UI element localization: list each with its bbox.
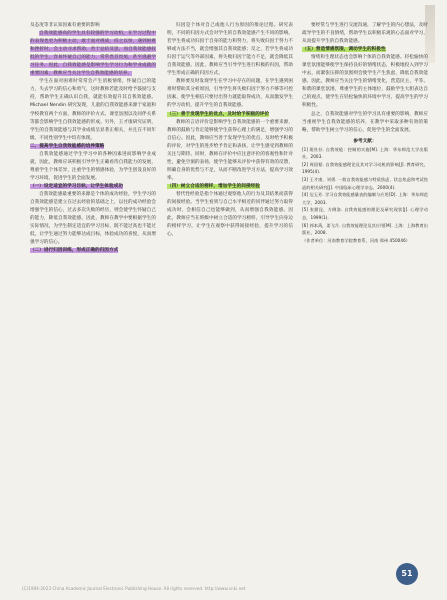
highlighted-text: （二）进行归因训练，形成正确的归因方式 <box>30 248 119 254</box>
highlighted-text: 二、提高学生自我效能感的培养策略 <box>30 143 105 149</box>
paragraph: 情绪和生理状态也会影响个体的自我效能感。轻松愉快的课堂氛围能够使学生保持良好的情绪状态，积极地投入到学习中去，而紧张压抑的氛围则会使学生产生焦虑，降低自我效能感。因此，教师应当关注学生的情绪变化，营造民主、平等、和谐的课堂氛围，尊重学生的主体地位，鼓励学生大胆表达自己的观点，使学生在轻松愉快的环境中学习，提高学生的学习积极性。 <box>302 55 428 109</box>
highlighted-text: （四）树立合适的榜样，增加学生的间接经验 <box>167 183 260 189</box>
reference-item: [6] 郭本禹，姜飞月. 自我效能理论及其应用[M]. 上海：上海教育出版社，2008. <box>302 222 428 236</box>
paragraph: 总之，自我效能感对学生的学习具有重要的影响，教师应当重视学生自我效能感的培养，在教学中采取多种有效的策略，帮助学生树立学习的信心，促进学生的全面发展。 <box>302 111 428 133</box>
section-heading <box>30 143 156 151</box>
reference-item: [1] 班杜拉. 自我效能：控制的实施[M]. 上海：华东师范大学出版社，2003. <box>302 146 428 160</box>
paragraph: 教师要及时发现学生在学习中存在的问题，在学生遇到困难时帮助其分析原因，引导学生将失败归因于努力不够等可控因素，使学生相信只要付出努力就能取得成功，从而激发学生的学习动机，提升学生的自我效能感。 <box>167 79 293 109</box>
paragraph: 自我效能感通过学生学习中的各种因素进而影响学业成就，因此，教师应该积极引导学生正确看待自我能力的发展，尊重学生个体差异，注重学生的情感体验，为学生创设良好的学习环境，促进学生的全面发展。 <box>30 151 156 181</box>
text-column-left <box>30 22 156 255</box>
highlighted-text: （一）设定适宜的学习目标，让学生体验成功 <box>30 183 123 189</box>
section-heading <box>30 183 156 191</box>
paragraph: 自我效能感最重要的来源是个体的成功经验，学生学习的自我效能感是建立在过去经验的基础之上，以往的成功经验会增强学生的信心，过去多次失败的经历，则会使学生怀疑自己的能力，降低自我效能感。因此，教师在教学中要根据学生的实际情况，为学生制定适宜的学习目标，既不能过高也不能过低，让学生通过努力能够达成目标，体验成功的喜悦，从而增强学习的信心。 <box>30 191 156 246</box>
section-heading <box>302 46 428 54</box>
paragraph <box>30 30 156 78</box>
paragraph: 教师的言语评价是影响学生自我效能感的一个重要来源，教师的鼓励与肯定能够使学生获得心理上的满足，增强学习的自信心。因此，教师应当善于发现学生的优点，及时给予积极的评价，对学生的进步给予肯定和表扬，让学生感受到教师的关注与期待。同时，教师在评价中应注意评价的客观性和针对性，避免空洞的表扬，使学生能够从评价中获得有效的反馈，明确自身的优势与不足，从而不断改进学习方法，提高学习效率。 <box>167 119 293 181</box>
paragraph: 学生在面对困难时常常会产生消极情绪，怀疑自己的能力，失去学习的信心和勇气，这时教师若能及时给予鼓励与支持，帮助学生正确认识自我，就能有效提升其自我效能感。Michael Nendin 研究发现，儿童的自我效能感来源于家庭和学校教育两个方面，教师的评价方式、课堂氛围以及同伴关系等都会影响学生自我效能感的形成。另外，王才康研究证明，学生的自我效能感与其学业成绩呈显著正相关，并且在不同年级、不同性别学生中均有体现。 <box>30 79 156 141</box>
reference-item: [4] 边玉芳. 学习自我效能感量表的编制与应用[D]. 上海：华东师范大学，2003. <box>302 192 428 205</box>
copyright-footer: (C)1994-2023 China Academic Journal Electronic Publishing House. All rights reserved. http://www.cnki.net <box>22 586 246 591</box>
paragraph: 归因是个体对自己或他人行为原因的推论过程。研究表明，不同的归因方式会对学生的自我效能感产生不同的影响。若学生将成功归因于自身的能力和努力，将失败归因于努力不够或方法不当，就会增强其自我效能感；反之，若学生将成功归因于运气等外部因素，将失败归因于能力不足，就会降低其自我效能感。因此，教师应当引导学生进行积极的归因，帮助学生形成正确的归因方式。 <box>167 23 293 77</box>
reference-item: （作者单位：河南教育学院教育系，河南 郑州 450046） <box>302 237 411 243</box>
section-heading <box>167 183 293 191</box>
reference-item: [5] 张鼎昆，方俐洛. 自我效能感的理论及研究现状[J]. 心理学动态，1999(1). <box>302 207 428 221</box>
paragraph: 及态度等非认知因素有重要的影响 <box>30 23 100 28</box>
highlighted-text: （三）善于发现学生的优点，及时给予积极的评价 <box>167 111 270 117</box>
highlighted-text: （五）营造情感氛围，调动学生的积极性 <box>302 47 386 53</box>
paragraph: 替代性经验是指个体通过观察他人的行为及其结果而获得的间接经验。当学生看到与自己水平相近的同伴通过努力取得成功时，会相信自己也能够做到，从而增强自我效能感。因此，教师应当在班级中树立合适的学习榜样，引导学生向身边的榜样学习，让学生在观察中获得间接经验，提升学习的信心。 <box>167 191 293 238</box>
section-heading <box>167 111 293 119</box>
text-column-right <box>302 22 428 244</box>
page-number: 51 <box>396 563 418 585</box>
section-heading <box>30 247 156 255</box>
paragraph: 要经常与学生进行交流沟通，了解学生的内心想法，及时疏导学生的不良情绪，帮助学生以积极乐观的心态面对学习，从而提升学生的自我效能感。 <box>302 23 428 45</box>
references-title: 参考文献： <box>353 138 377 144</box>
reference-item: [3] 王才康，刘勇. 一般自我效能感与特质焦虑、状态焦虑和考试焦虑的相关研究[J]. 中国临床心理学杂志，2000(4). <box>302 177 428 190</box>
highlighted-text: 自我效能感高的学生具有较强的学习动机，在学习过程中的表现也更为积极主动，敢于面对挑战，持之以恒，遇到困难和挫折时，会主动寻求帮助，善于总结反思，而自我效能感较低的学生，容易怀疑自己的能力，常常畏首畏尾，甚至逃避学习任务。因此，自我效能感是影响学生学习行为和学业成就的重要因素，教师应当关注学生自我效能感的培养。 <box>30 31 156 77</box>
reference-item: [2] 周国韬. 自我效能感理论及其对学习动机的影响[J]. 教育研究，1995(4). <box>302 161 428 175</box>
text-column-middle <box>167 22 293 239</box>
